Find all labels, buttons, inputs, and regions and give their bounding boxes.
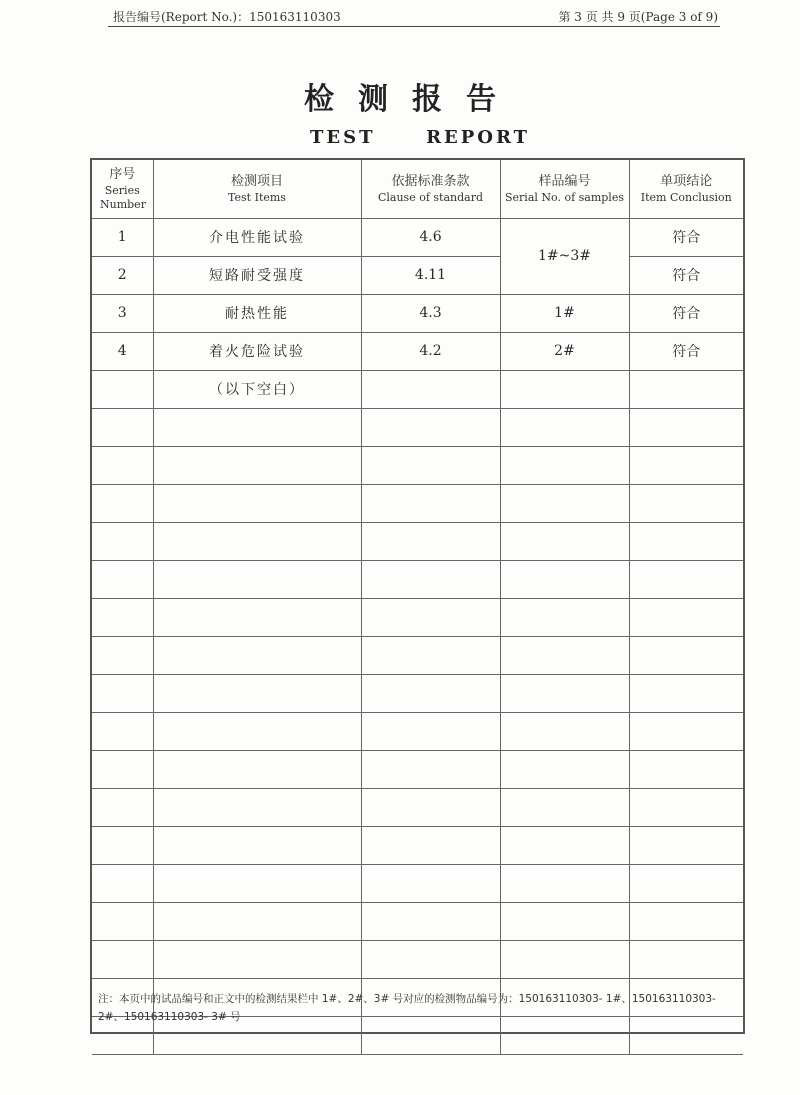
standard-clause: 4.11 <box>361 256 500 294</box>
standard-clause <box>361 370 500 408</box>
test-item: 介电性能试验 <box>153 218 361 256</box>
blank-row <box>92 750 743 788</box>
page-header <box>0 0 800 30</box>
table-row <box>92 294 743 332</box>
test-item: 着火危险试验 <box>153 332 361 370</box>
table-row <box>92 332 743 370</box>
item-conclusion <box>629 370 743 408</box>
table-row <box>92 370 743 408</box>
item-conclusion: 符合 <box>629 332 743 370</box>
column-header-clause: 依据标准条款 Clause of standard <box>361 160 500 218</box>
blank-row <box>92 484 743 522</box>
sample-serial: 2# <box>500 332 629 370</box>
blank-row <box>92 522 743 560</box>
title-english <box>310 127 530 148</box>
blank-row <box>92 788 743 826</box>
blank-below-marker: （以下空白） <box>153 370 361 408</box>
sample-serial <box>500 370 629 408</box>
blank-row <box>92 560 743 598</box>
blank-row <box>92 408 743 446</box>
sample-serial: 1#~3# <box>500 218 629 294</box>
title-english-word-2: REPORT <box>426 127 530 148</box>
standard-clause: 4.3 <box>361 294 500 332</box>
blank-row <box>92 712 743 750</box>
row-number: 1 <box>92 218 153 256</box>
blank-row <box>92 864 743 902</box>
blank-row <box>92 826 743 864</box>
blank-row <box>92 674 743 712</box>
results-table-frame <box>90 158 745 1034</box>
report-number: 报告编号(Report No.)：150163110303 <box>113 10 341 24</box>
sample-serial: 1# <box>500 294 629 332</box>
table-row <box>92 218 743 256</box>
row-number: 3 <box>92 294 153 332</box>
standard-clause: 4.2 <box>361 332 500 370</box>
blank-row <box>92 902 743 940</box>
results-table <box>92 160 743 1055</box>
blank-row <box>92 636 743 674</box>
blank-row <box>92 598 743 636</box>
row-number <box>92 370 153 408</box>
blank-row <box>92 446 743 484</box>
column-header-test-items: 检测项目 Test Items <box>153 160 361 218</box>
blank-row <box>92 940 743 978</box>
item-conclusion: 符合 <box>629 256 743 294</box>
item-conclusion: 符合 <box>629 218 743 256</box>
table-row <box>92 256 743 294</box>
column-header-number: 序号 Series Number <box>92 160 153 218</box>
table-header-row <box>92 160 743 218</box>
row-number: 4 <box>92 332 153 370</box>
row-number: 2 <box>92 256 153 294</box>
title-english-word-1: TEST <box>310 127 376 148</box>
test-item: 耐热性能 <box>153 294 361 332</box>
header-rule <box>108 26 720 27</box>
column-header-serial: 样品编号 Serial No. of samples <box>500 160 629 218</box>
standard-clause: 4.6 <box>361 218 500 256</box>
page-info: 第 3 页 共 9 页(Page 3 of 9) <box>558 10 718 24</box>
column-header-conclusion: 单项结论 Item Conclusion <box>629 160 743 218</box>
test-item: 短路耐受强度 <box>153 256 361 294</box>
title-chinese: 检测报告 <box>304 82 520 117</box>
item-conclusion: 符合 <box>629 294 743 332</box>
footnote: 注：本页中的试品编号和正文中的检测结果栏中 1#、2#、3# 号对应的检测物品编号为：150163110303- 1#、150163110303- 2#、150163110303- 3# 号 <box>98 993 716 1023</box>
